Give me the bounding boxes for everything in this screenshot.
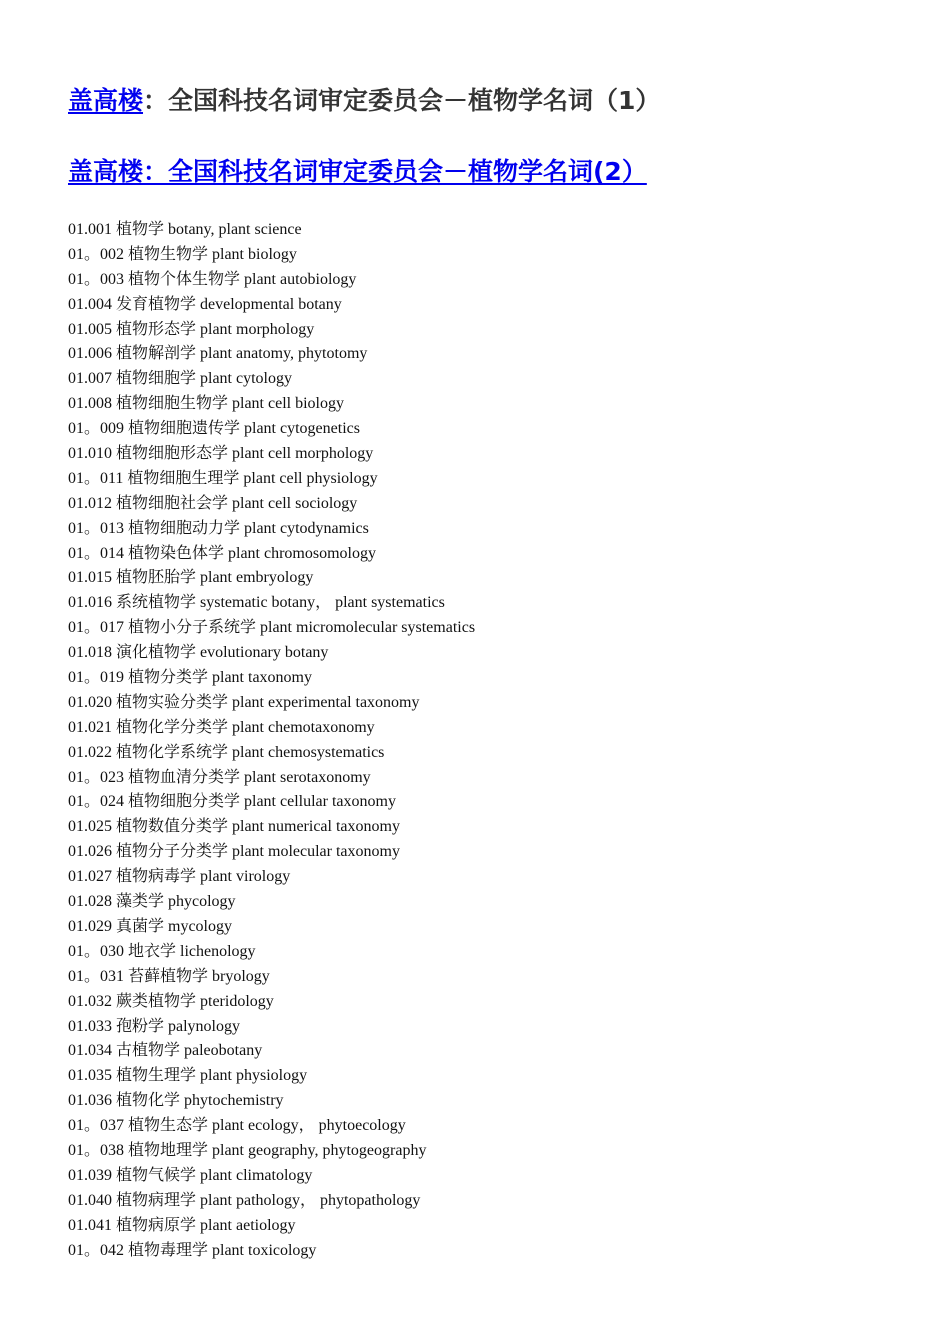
- term-entry: 01.029 真菌学 mycology: [68, 917, 232, 935]
- term-entry: 01.028 藻类学 phycology: [68, 893, 236, 911]
- term-entry: 01.008 植物细胞生物学 plant cell biology: [68, 395, 344, 413]
- term-entry: 01.001 植物学 botany, plant science: [68, 221, 302, 238]
- term-entry: 01.041 植物病原学 plant aetiology: [68, 1216, 296, 1234]
- term-entry: 01.034 古植物学 paleobotany: [68, 1042, 263, 1060]
- part-2-link[interactable]: 盖高楼：全国科技名词审定委员会－植物学名词(2）: [68, 157, 647, 186]
- term-entry: 01。031 苔藓植物学 bryology: [68, 967, 270, 985]
- term-entry: 01.018 演化植物学 evolutionary botany: [68, 644, 329, 662]
- term-entry: 01.005 植物形态学 plant morphology: [68, 320, 315, 338]
- term-entry: 01。019 植物分类学 plant taxonomy: [68, 669, 312, 687]
- term-entry: 01.033 孢粉学 palynology: [68, 1017, 240, 1035]
- term-entry: 01.015 植物胚胎学 plant embryology: [68, 569, 314, 587]
- term-entry: 01.026 植物分子分类学 plant molecular taxonomy: [68, 843, 400, 861]
- term-entry: 01.016 系统植物学 systematic botany， plant systematics: [68, 594, 445, 612]
- term-entry: 01。024 植物细胞分类学 plant cellular taxonomy: [68, 793, 396, 811]
- term-entry: 01。030 地衣学 lichenology: [68, 942, 256, 960]
- term-entry: 01.040 植物病理学 plant pathology， phytopathology: [68, 1191, 421, 1209]
- term-entry: 01.035 植物生理学 plant physiology: [68, 1067, 308, 1085]
- term-entry: 01。009 植物细胞遗传学 plant cytogenetics: [68, 420, 360, 438]
- term-entry: 01。002 植物生物学 plant biology: [68, 245, 297, 263]
- term-entry: 01.032 蕨类植物学 pteridology: [68, 992, 274, 1010]
- heading-part-2: [68, 155, 647, 189]
- term-entry: 01。042 植物毒理学 plant toxicology: [68, 1241, 317, 1259]
- term-entry: 01.010 植物细胞形态学 plant cell morphology: [68, 445, 374, 463]
- term-entry: 01.021 植物化学分类学 plant chemotaxonomy: [68, 718, 375, 736]
- term-entry: 01。023 植物血清分类学 plant serotaxonomy: [68, 768, 371, 786]
- term-entry: 01。013 植物细胞动力学 plant cytodynamics: [68, 519, 369, 537]
- term-entry: 01.039 植物气候学 plant climatology: [68, 1166, 313, 1184]
- term-entry: 01.006 植物解剖学 plant anatomy, phytotomy: [68, 345, 368, 363]
- heading-part-1: [68, 84, 660, 118]
- term-entry: 01.020 植物实验分类学 plant experimental taxonomy: [68, 693, 420, 711]
- term-entry: 01.004 发育植物学 developmental botany: [68, 295, 342, 313]
- term-entry: 01。037 植物生态学 plant ecology， phytoecology: [68, 1117, 406, 1135]
- term-entry: 01.022 植物化学系统学 plant chemosystematics: [68, 743, 385, 761]
- term-entry: 01.025 植物数值分类学 plant numerical taxonomy: [68, 818, 400, 836]
- term-entry: 01.036 植物化学 phytochemistry: [68, 1092, 284, 1110]
- term-entry: 01。038 植物地理学 plant geography, phytogeography: [68, 1141, 427, 1159]
- term-entry: 01.007 植物细胞学 plant cytology: [68, 370, 292, 388]
- heading-part-1-title: ：全国科技名词审定委员会－植物学名词（1）: [143, 86, 661, 115]
- term-entry: 01。017 植物小分子系统学 plant micromolecular systematics: [68, 619, 476, 637]
- author-link[interactable]: 盖高楼: [68, 86, 144, 115]
- term-entry: 01。003 植物个体生物学 plant autobiology: [68, 270, 357, 288]
- term-list: [68, 218, 475, 1263]
- term-entry: 01。014 植物染色体学 plant chromosomology: [68, 544, 376, 562]
- term-entry: 01.027 植物病毒学 plant virology: [68, 868, 291, 886]
- term-entry: 01.012 植物细胞社会学 plant cell sociology: [68, 494, 358, 512]
- term-entry: 01。011 植物细胞生理学 plant cell physiology: [68, 469, 378, 487]
